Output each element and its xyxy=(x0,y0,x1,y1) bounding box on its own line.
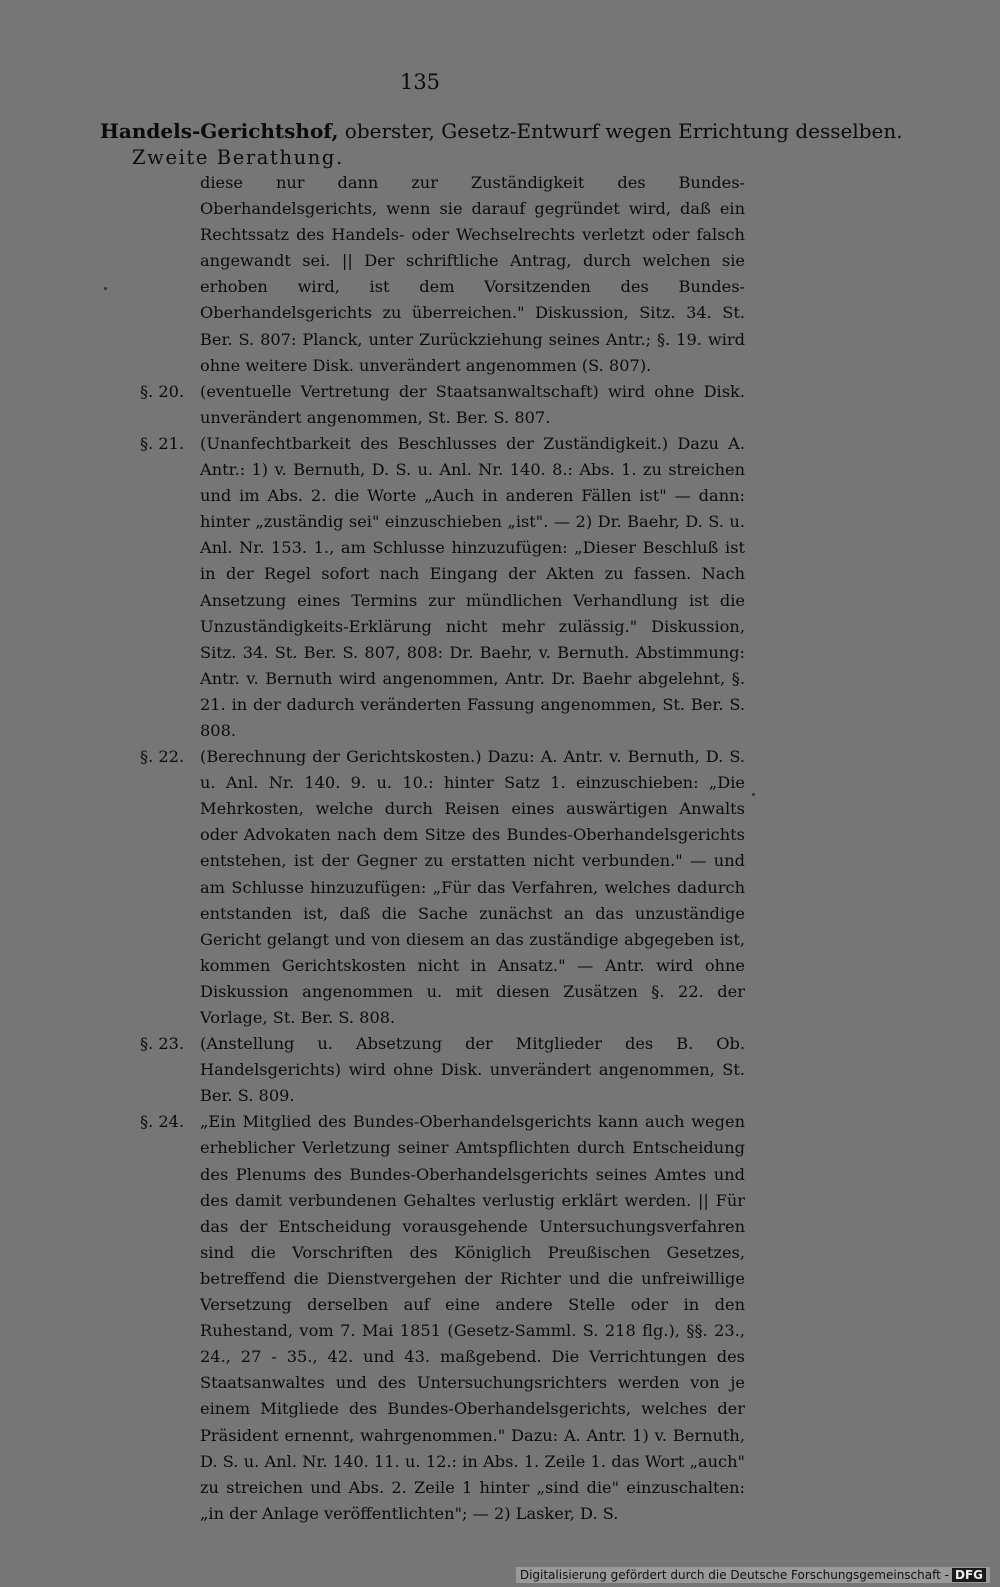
scan-speck xyxy=(104,287,107,290)
page-number: 135 xyxy=(399,70,441,94)
paragraph-text: (eventuelle Vertretung der Staatsanwaltschaft) wird ohne Disk. unverändert angenommen, St. Ber. S. 807. xyxy=(200,381,745,427)
document-body xyxy=(140,170,745,1527)
paragraph-section-20 xyxy=(140,379,745,431)
paragraph-section-22 xyxy=(140,744,745,1031)
credit-text: Digitalisierung gefördert durch die Deutsche Forschungsgemeinschaft - xyxy=(519,1568,949,1582)
scan-speck xyxy=(752,793,755,796)
paragraph-number: §. 20. xyxy=(140,381,185,401)
paragraph-number: §. 22. xyxy=(140,747,185,767)
heading-rest: oberster, Gesetz-Entwurf wegen Errichtung desselben. xyxy=(338,119,903,143)
paragraph-text: (Unanfechtbarkeit des Beschlusses der Zuständigkeit.) Dazu A. Antr.: 1) v. Bernuth, D. S. u. Anl. Nr. 140. 8.: Abs. 1. zu streichen und im Abs. 2. die Worte „Auch in anderen Fällen ist" — dann: hinter „zuständig sei" einzuschieben „ist". — 2) Dr. Baehr, D. S. u. Anl. Nr. 153. 1., am Schlusse hinzuzufügen: „Dieser Beschluß ist in der Regel sofort nach Eingang der Akten zu fassen. Nach Ansetzung eines Termins zur mündlichen Verhandlung ist die Unzuständigkeits-Erklärung nicht mehr zulässig." Diskussion, Sitz. 34. St. Ber. S. 807, 808: Dr. Baehr, v. Bernuth. Abstimmung: Antr. v. Bernuth wird angenommen, Antr. Dr. Baehr abgelehnt, §. 21. in der dadurch veränderten Fassung angenommen, St. Ber. S. 808. xyxy=(200,433,745,740)
paragraph-number: §. 21. xyxy=(140,433,185,453)
section-heading xyxy=(100,118,903,145)
paragraph-section-24 xyxy=(140,1109,745,1527)
paragraph-text: diese nur dann zur Zuständigkeit des Bundes-Oberhandelsgerichts, wenn sie darauf gegründet wird, daß ein Rechtssatz des Handels- oder Wechselrechts verletzt oder falsch angewandt sei. || Der schriftliche Antrag, durch welchen sie erhoben wird, ist dem Vorsitzenden des Bundes-Oberhandelsgerichts zu überreichen." Diskussion, Sitz. 34. St. Ber. S. 807: Planck, unter Zurückziehung seines Antr.; §. 19. wird ohne weitere Disk. unverändert angenommen (S. 807). xyxy=(200,173,745,375)
subheading: Zweite Berathung. xyxy=(132,146,344,169)
paragraph-section-23 xyxy=(140,1031,745,1109)
paragraph-number: §. 24. xyxy=(140,1112,185,1132)
paragraph-text: (Anstellung u. Absetzung der Mitglieder des B. Ob. Handelsgerichts) wird ohne Disk. unverändert angenommen, St. Ber. S. 809. xyxy=(200,1034,745,1106)
digitization-credit xyxy=(516,1567,990,1583)
heading-keyword: Handels-Gerichtshof, xyxy=(100,119,339,143)
paragraph-text: (Berechnung der Gerichtskosten.) Dazu: A. Antr. v. Bernuth, D. S. u. Anl. Nr. 140. 9. u. 10.: hinter Satz 1. einzuschieben: „Die Mehrkosten, welche durch Reisen eines auswärtigen Anwalts oder Advokaten nach dem Sitze des Bundes-Oberhandelsgerichts entstehen, ist der Gegner zu erstatten nicht verbunden." — und am Schlusse hinzuzufügen: „Für das Verfahren, welches dadurch entstanden ist, daß die Sache zunächst an das unzuständige Gericht gelangt und von diesem an das zuständige abgegeben ist, kommen Gerichtskosten nicht in Ansatz." — Antr. wird ohne Diskussion angenommen u. mit diesen Zusätzen §. 22. der Vorlage, St. Ber. S. 808. xyxy=(200,747,745,1027)
paragraph-number: §. 23. xyxy=(140,1034,185,1054)
paragraph-text: „Ein Mitglied des Bundes-Oberhandelsgerichts kann auch wegen erheblicher Verletzung seiner Amtspflichten durch Entscheidung des Plenums des Bundes-Oberhandelsgerichts seines Amtes und des damit verbundenen Gehaltes verlustig erklärt werden. || Für das der Entscheidung vorausgehende Untersuchungsverfahren sind die Vorschriften des Königlich Preußischen Gesetzes, betreffend die Dienstvergehen der Richter und die unfreiwillige Versetzung derselben auf eine andere Stelle oder in den Ruhestand, vom 7. Mai 1851 (Gesetz-Samml. S. 218 flg.), §§. 23., 24., 27 - 35., 42. und 43. maßgebend. Die Verrichtungen des Staatsanwaltes und des Untersuchungsrichters werden von je einem Mitgliede des Bundes-Oberhandelsgerichts, welches der Präsident ernennt, wahrgenommen." Dazu: A. Antr. 1) v. Bernuth, D. S. u. Anl. Nr. 140. 11. u. 12.: in Abs. 1. Zeile 1. das Wort „auch" zu streichen und Abs. 2. Zeile 1 hinter „sind die" einzuschalten: „in der Anlage veröffentlichten"; — 2) Lasker, D. S. xyxy=(200,1112,745,1523)
paragraph-section-21 xyxy=(140,431,745,744)
dfg-logo: DFG xyxy=(952,1568,986,1582)
paragraph-number xyxy=(140,170,200,379)
paragraph-continuation xyxy=(140,170,745,379)
